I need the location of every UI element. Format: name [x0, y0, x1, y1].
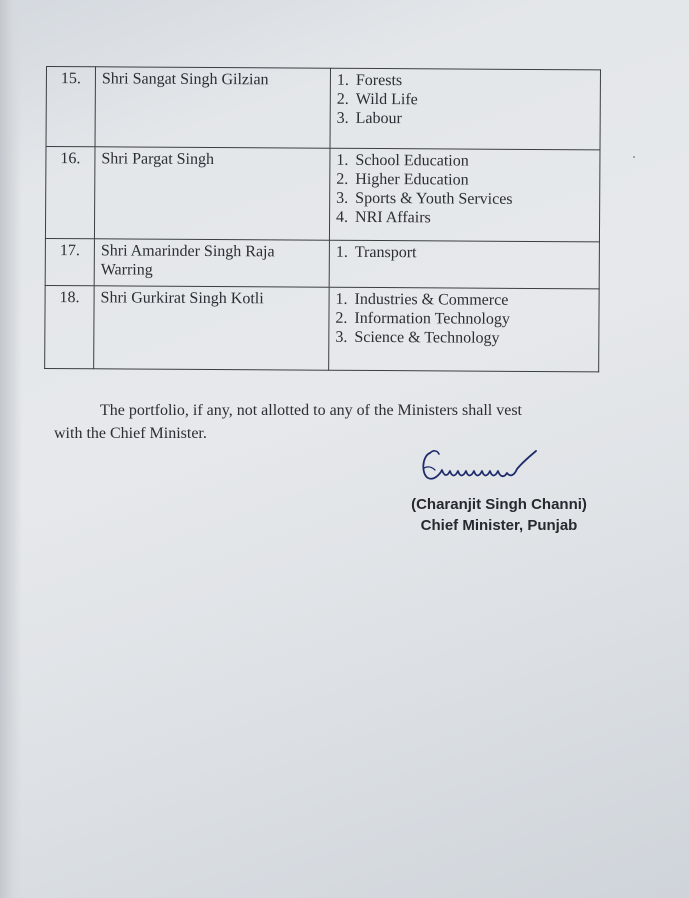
minister-name: Shri Pargat Singh — [94, 147, 330, 240]
portfolio-item: 1. Transport — [335, 243, 417, 262]
portfolio-item: 2. Higher Education — [336, 170, 469, 189]
portfolio-item: 3. Labour — [336, 109, 402, 128]
table-row — [45, 147, 600, 242]
minister-name: Shri Sangat Singh Gilzian — [95, 67, 330, 148]
portfolio-list — [329, 287, 600, 372]
portfolio-item: 1. Forests — [336, 71, 403, 90]
portfolio-item: 1. School Education — [336, 151, 469, 170]
portfolio-item: 3. Sports & Youth Services — [336, 189, 513, 208]
minister-name: Shri Gurkirat Singh Kotli — [94, 286, 330, 370]
paper-speck — [633, 156, 635, 158]
table-row — [45, 238, 599, 288]
signatory-designation: Chief Minister, Punjab — [420, 517, 578, 534]
portfolio-item: 4. NRI Affairs — [336, 208, 431, 227]
portfolio-table — [44, 66, 601, 372]
portfolio-list — [330, 68, 600, 150]
serial-number: 15. — [46, 67, 95, 147]
closing-note-line: with the Chief Minister. — [54, 425, 207, 442]
serial-number: 18. — [45, 285, 95, 368]
portfolio-item: 2. Information Technology — [335, 309, 510, 328]
signatory-block — [384, 494, 614, 536]
signatory-name: (Charanjit Singh Channi) — [411, 496, 587, 513]
table-row — [46, 67, 600, 150]
serial-number: 16. — [45, 147, 95, 239]
paper-edge-shadow — [0, 0, 22, 898]
serial-number: 17. — [45, 238, 94, 285]
minister-name: Shri Amarinder Singh Raja Warring — [94, 239, 329, 287]
closing-note — [54, 399, 644, 445]
portfolio-list — [329, 240, 599, 289]
portfolio-item: 3. Science & Technology — [335, 328, 500, 347]
portfolio-list — [329, 148, 600, 242]
closing-note-line: The portfolio, if any, not allotted to any of the Ministers shall vest — [100, 402, 522, 419]
table-row — [45, 285, 599, 371]
portfolio-item: 1. Industries & Commerce — [335, 290, 509, 309]
portfolio-item: 2. Wild Life — [336, 90, 418, 109]
signature-image — [418, 444, 544, 488]
